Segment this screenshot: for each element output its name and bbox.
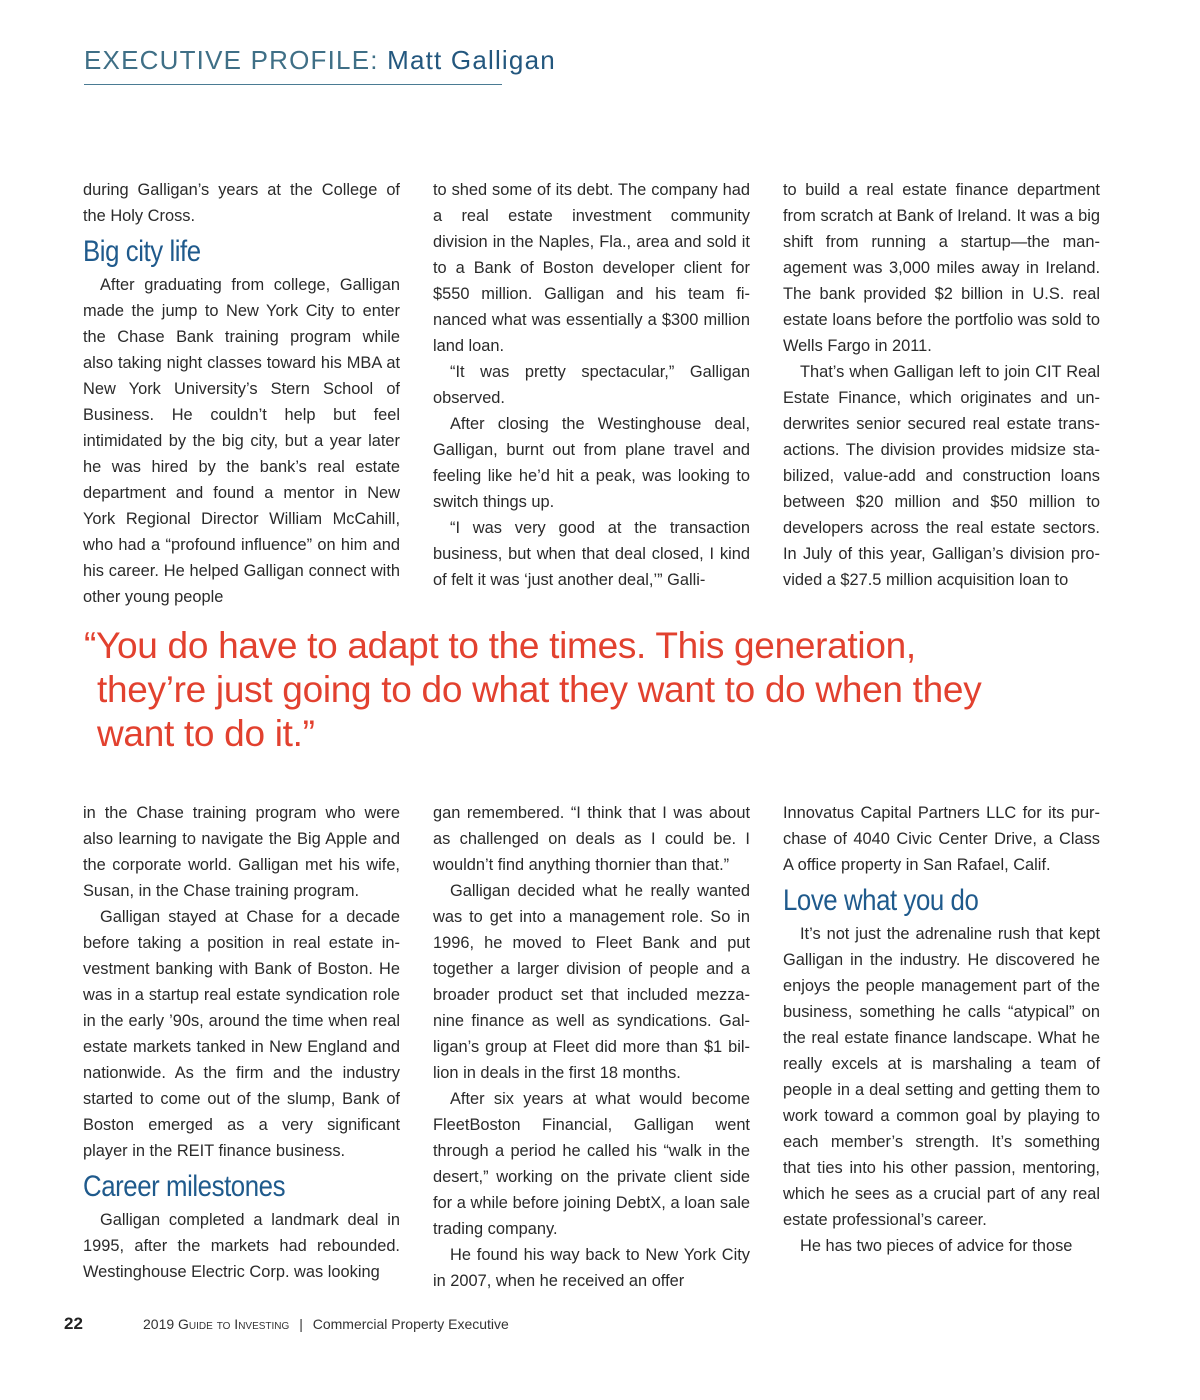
text-column-top-1 xyxy=(83,177,400,610)
section-heading: Big city life xyxy=(83,235,201,268)
header-kicker: EXECUTIVE PROFILE: xyxy=(84,45,379,75)
text-column-bottom-1 xyxy=(83,800,400,1285)
paragraph: “It was pretty spectacular,” Galligan observed. xyxy=(433,363,750,407)
paragraph: That’s when Galligan left to join CIT Real Estate Finance, which originates and underwrites senior secured real estate transactions. The division provides midsize stabilized, value-add and construction loans between $20 million and $50 million to developers across the real estate sectors. In July of this year, Galligan’s division provided a $27.5 million acquisition loan to xyxy=(783,363,1100,589)
paragraph: He found his way back to New York City in 2007, when he received an offer xyxy=(433,1246,750,1290)
paragraph: He has two pieces of advice for those xyxy=(800,1237,1073,1255)
section-heading: Love what you do xyxy=(783,884,979,917)
publication-title: 2019 Guide to Investing xyxy=(143,1316,290,1332)
pull-quote-line: they’re just going to do what they want to do when they xyxy=(97,669,982,710)
paragraph: After six years at what would become FleetBoston Financial, Galligan went through a period he called his “walk in the desert,” working on the private client side for a while before joining DebtX, a loan sale trading company. xyxy=(433,1090,750,1238)
pull-quote-line: want to do it.” xyxy=(97,713,315,754)
paragraph: Innovatus Capital Partners LLC for its purchase of 4040 Civic Center Drive, a Class A office property in San Rafael, Calif. xyxy=(783,804,1100,874)
paragraph: to shed some of its debt. The company had a real estate investment community division in the Naples, Fla., area and sold it to a Bank of Boston developer client for $550 million. Galligan and his team financed what was essentially a $300 million land loan. xyxy=(433,181,750,355)
section-header xyxy=(84,40,556,80)
header-rule xyxy=(84,84,502,85)
paragraph: Galligan decided what he really wanted was to get into a management role. So in 1996, he moved to Fleet Bank and put together a larger division of people and a broader product set that included mezzanine finance as well as syndications. Galligan’s group at Fleet did more than $1 billion in deals in the first 18 months. xyxy=(433,882,750,1082)
paragraph: during Galligan’s years at the College of the Holy Cross. xyxy=(83,181,400,225)
footer-separator: | xyxy=(299,1316,303,1332)
paragraph: Galligan stayed at Chase for a decade before taking a position in real estate investment banking with Bank of Boston. He was in a startup real estate syndication role in the early ’90s, around the time when real estate markets tanked in New England and nationwide. As the firm and the industry started to come out of the slump, Bank of Boston emerged as a very significant player in the REIT finance business. xyxy=(83,908,400,1160)
page-footer xyxy=(64,1314,764,1344)
header-title xyxy=(84,40,556,80)
paragraph: After graduating from college, Galligan made the jump to New York City to enter the Chase Bank training program while also taking night classes toward his MBA at New York University’s Stern School of Business. He couldn’t help but feel intimidated by the big city, but a year later he was hired by the bank’s real estate department and found a mentor in New York Regional Director William McCahill, who had a “profound influence” on him and his career. He helped Galligan connect with other young people xyxy=(83,276,400,606)
paragraph: gan remembered. “I think that I was about as challenged on deals as I could be. I wouldn’t find anything thornier than that.” xyxy=(433,804,750,874)
paragraph: “I was very good at the transaction business, but when that deal closed, I kind of felt it was ‘just another deal,’” Galli- xyxy=(433,519,750,589)
section-heading: Career milestones xyxy=(83,1170,286,1203)
pull-quote xyxy=(84,624,1124,756)
publication-line xyxy=(143,1316,509,1332)
pull-quote-line: “You do have to adapt to the times. This generation, xyxy=(84,625,916,666)
paragraph: After closing the Westinghouse deal, Galligan, burnt out from plane travel and feeling like he’d hit a peak, was looking to switch things up. xyxy=(433,415,750,511)
text-column-top-2 xyxy=(433,177,750,593)
magazine-name: Commercial Property Executive xyxy=(312,1316,509,1332)
text-column-bottom-3 xyxy=(783,800,1100,1259)
paragraph: in the Chase training program who were also learning to navigate the Big Apple and the corporate world. Galligan met his wife, Susan, in the Chase training program. xyxy=(83,804,400,900)
paragraph: Galligan completed a landmark deal in 1995, after the markets had rebounded. Westinghouse Electric Corp. was looking xyxy=(83,1211,400,1281)
header-name: Matt Galligan xyxy=(387,45,556,75)
paragraph: It’s not just the adrenaline rush that kept Galligan in the industry. He discovered he enjoys the people management part of the business, something he calls “atypical” on the real estate finance landscape. What he really excels at is marshaling a team of people in a deal setting and getting them to work toward a common goal by playing to each member’s strength. It’s something that ties into his other passion, mentoring, which he sees as a crucial part of any real estate professional’s career. xyxy=(783,925,1100,1229)
paragraph: to build a real estate finance department from scratch at Bank of Ireland. It was a big shift from running a startup—the management was 3,000 miles away in Ireland. The bank provided $2 billion in U.S. real estate loans before the portfolio was sold to Wells Fargo in 2011. xyxy=(783,181,1100,355)
text-column-top-3 xyxy=(783,177,1100,593)
text-column-bottom-2 xyxy=(433,800,750,1294)
page-number: 22 xyxy=(64,1314,83,1333)
